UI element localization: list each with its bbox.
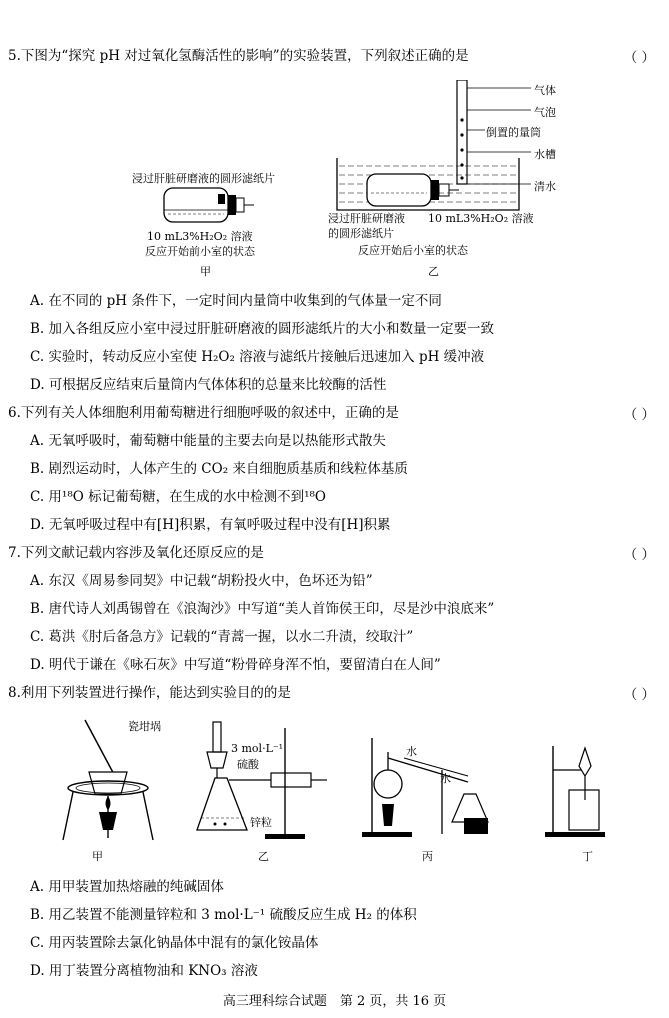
q6-option-c[interactable]: C. 用¹⁸O 标记葡萄糖，在生成的水中检测不到¹⁸O bbox=[30, 489, 327, 505]
water-tank-label: 水槽 bbox=[534, 148, 556, 161]
filter-paper-label: 浸过肝脏研磨液的圆形滤纸片 bbox=[132, 172, 275, 185]
question-8-stem: 8.利用下列装置进行操作，能达到实验目的的是 bbox=[8, 685, 291, 701]
q8-caption-bing: 丙 bbox=[422, 850, 433, 863]
reaction-chamber-after-figure bbox=[335, 80, 535, 220]
after-state-label: 反应开始后小室的状态 bbox=[358, 244, 468, 257]
question-7-answer-blank[interactable]: （ ） bbox=[623, 547, 655, 563]
acid-concentration-label: 3 mol·L⁻¹ bbox=[231, 742, 284, 755]
filter-paper-label-2: 的圆形滤纸片 bbox=[328, 227, 394, 240]
q6-option-b[interactable]: B. 剧烈运动时，人体产生的 CO₂ 来自细胞质基质和线粒体基质 bbox=[30, 461, 408, 477]
q8-caption-jia: 甲 bbox=[92, 850, 103, 863]
q7-option-a[interactable]: A. 东汉《周易参同契》中记载“胡粉投火中，色坏还为铅” bbox=[30, 573, 373, 589]
clear-water-label: 清水 bbox=[534, 180, 556, 193]
q8-caption-ding: 丁 bbox=[582, 850, 593, 863]
filter-paper-label-1: 浸过肝脏研磨液 bbox=[328, 212, 405, 225]
zinc-granules-label: 锌粒 bbox=[250, 816, 272, 829]
question-5-answer-blank[interactable]: （ ） bbox=[623, 50, 655, 66]
page-footer: 高三理科综合试题 第 2 页，共 16 页 bbox=[222, 994, 447, 1009]
q8-option-a[interactable]: A. 用甲装置加热熔融的纯碱固体 bbox=[30, 879, 224, 895]
distillation-apparatus bbox=[360, 730, 500, 842]
gas-label: 气体 bbox=[534, 84, 556, 97]
q5-option-a[interactable]: A. 在不同的 pH 条件下，一定时间内量筒中收集到的气体量一定不同 bbox=[30, 293, 442, 309]
h2o2-solution-label: 10 mL3%H₂O₂ 溶液 bbox=[147, 230, 253, 243]
q7-option-c[interactable]: C. 葛洪《肘后备急方》记载的“青蒿一握，以水二升渍，绞取汁” bbox=[30, 629, 414, 645]
question-6-stem: 6.下列有关人体细胞利用葡萄糖进行细胞呼吸的叙述中，正确的是 bbox=[8, 405, 399, 421]
question-8-answer-blank[interactable]: （ ） bbox=[623, 687, 655, 703]
q5-option-b[interactable]: B. 加入各组反应小室中浸过肝脏研磨液的圆形滤纸片的大小和数量一定要一致 bbox=[30, 321, 495, 337]
inverted-cylinder-label: 倒置的量筒 bbox=[486, 126, 541, 139]
q8-option-b[interactable]: B. 用乙装置不能测量锌粒和 3 mol·L⁻¹ 硫酸反应生成 H₂ 的体积 bbox=[30, 907, 417, 923]
water-inlet-label: 水 bbox=[406, 745, 417, 758]
q5-option-d[interactable]: D. 可根据反应结束后量筒内气体体积的总量来比较酶的活性 bbox=[30, 377, 387, 393]
before-state-label: 反应开始前小室的状态 bbox=[145, 245, 255, 258]
q8-option-d[interactable]: D. 用丁装置分离植物油和 KNO₃ 溶液 bbox=[30, 963, 258, 979]
bubble-label: 气泡 bbox=[534, 106, 556, 119]
porcelain-crucible-label: 瓷坩埚 bbox=[128, 720, 161, 733]
question-6-answer-blank[interactable]: （ ） bbox=[623, 407, 655, 423]
water-outlet-label: 水 bbox=[440, 772, 451, 785]
q7-option-d[interactable]: D. 明代于谦在《咏石灰》中写道“粉骨碎身浑不怕，要留清白在人间” bbox=[30, 657, 441, 673]
separatory-funnel-apparatus bbox=[545, 740, 615, 840]
q8-caption-yi: 乙 bbox=[258, 850, 269, 863]
q6-option-d[interactable]: D. 无氧呼吸过程中有[H]积累，有氧呼吸过程中没有[H]积累 bbox=[30, 517, 391, 533]
figure-caption-jia: 甲 bbox=[200, 265, 211, 278]
reaction-chamber-before-figure bbox=[150, 180, 260, 230]
figure-caption-yi: 乙 bbox=[428, 265, 439, 278]
q6-option-a[interactable]: A. 无氧呼吸时，葡萄糖中能量的主要去向是以热能形式散失 bbox=[30, 433, 386, 449]
question-7-stem: 7.下列文献记载内容涉及氧化还原反应的是 bbox=[8, 545, 264, 561]
q8-option-c[interactable]: C. 用丙装置除去氯化钠晶体中混有的氯化铵晶体 bbox=[30, 935, 319, 951]
question-5-stem: 5.下图为“探究 pH 对过氧化氢酶活性的影响”的实验装置，下列叙述正确的是 bbox=[8, 48, 469, 64]
h2o2-solution-label-yi: 10 mL3%H₂O₂ 溶液 bbox=[428, 212, 534, 225]
q7-option-b[interactable]: B. 唐代诗人刘禹锡曾在《浪淘沙》中写道“美人首饰侯王印，尽是沙中浪底来” bbox=[30, 601, 495, 617]
q5-option-c[interactable]: C. 实验时，转动反应小室使 H₂O₂ 溶液与滤纸片接触后迅速加入 pH 缓冲液 bbox=[30, 349, 485, 365]
sulfuric-acid-label: 硫酸 bbox=[237, 758, 259, 771]
